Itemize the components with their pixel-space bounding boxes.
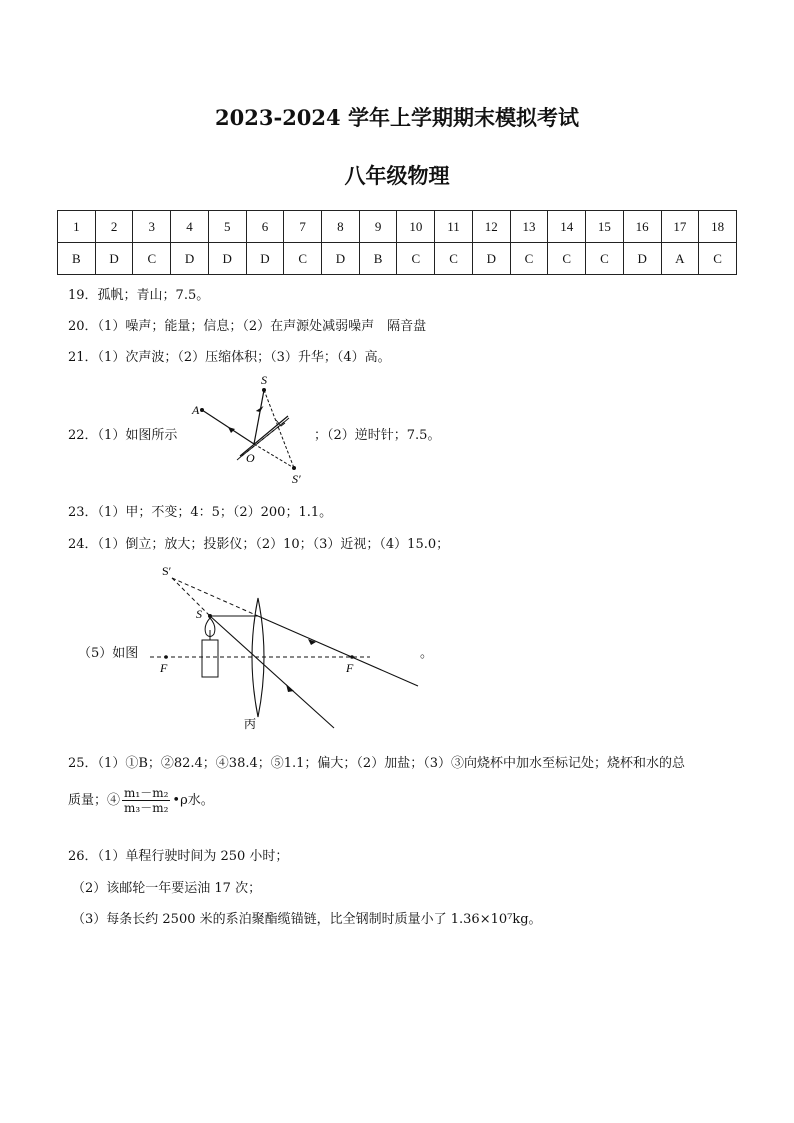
question-number-cell: 6 bbox=[246, 211, 284, 243]
question-number-cell: 10 bbox=[397, 211, 435, 243]
question-number-cell: 1 bbox=[58, 211, 96, 243]
question-number-cell: 14 bbox=[548, 211, 586, 243]
question-number-cell: 2 bbox=[95, 211, 133, 243]
answer-23: 23．（1）甲；不变；4：5；（2）200；1.1。 bbox=[68, 505, 333, 520]
answer-cell: D bbox=[171, 243, 209, 275]
answer-cell: C bbox=[284, 243, 322, 275]
answer-26-line1: 26．（1）单程行驶时间为 250 小时； bbox=[68, 849, 289, 864]
label-f-left: F bbox=[160, 661, 168, 675]
question-number-cell: 11 bbox=[435, 211, 473, 243]
question-number-cell: 15 bbox=[586, 211, 624, 243]
lens-diagram bbox=[150, 560, 425, 735]
answer-table bbox=[57, 210, 737, 275]
question-number-cell: 17 bbox=[661, 211, 699, 243]
answer-cell: D bbox=[472, 243, 510, 275]
answer-19: 19．孤帆；青山；7.5。 bbox=[68, 288, 210, 303]
answer-24-part5-prefix: （5）如图 bbox=[78, 646, 139, 661]
answer-cell: D bbox=[95, 243, 133, 275]
answer-25-prefix: 质量；④ bbox=[68, 793, 121, 808]
label-s: S bbox=[196, 607, 202, 621]
question-number-cell: 4 bbox=[171, 211, 209, 243]
answer-cell: C bbox=[586, 243, 624, 275]
question-number-cell: 16 bbox=[623, 211, 661, 243]
page-title: 2023-2024 学年上学期期末模拟考试 bbox=[215, 105, 579, 130]
answer-25-suffix: •ρ水。 bbox=[172, 793, 214, 808]
answer-cell: B bbox=[58, 243, 96, 275]
label-s: S bbox=[261, 373, 267, 387]
question-number-cell: 8 bbox=[322, 211, 360, 243]
label-lens: 丙 bbox=[244, 717, 257, 731]
page-subtitle: 八年级物理 bbox=[344, 163, 450, 188]
label-o: O bbox=[246, 451, 255, 465]
question-number-cell: 3 bbox=[133, 211, 171, 243]
answer-24: 24．（1）倒立；放大；投影仪；（2）10；（3）近视；（4）15.0； bbox=[68, 537, 450, 552]
answer-cell: C bbox=[397, 243, 435, 275]
label-a: A bbox=[192, 403, 200, 417]
answer-25-line1: 25．（1）①B；②82.4；④38.4；⑤1.1；偏大；（2）加盐；（3）③向烧杯中加水至标记处；烧杯和水的总 bbox=[68, 756, 685, 771]
answer-24-part5-suffix: 。 bbox=[420, 646, 434, 661]
answer-cell: C bbox=[548, 243, 586, 275]
answer-21: 21．（1）次声波；（2）压缩体积；（3）升华；（4）高。 bbox=[68, 350, 391, 365]
fraction-numerator: m₁－m₂ bbox=[124, 786, 169, 800]
answer-22-prefix: 22．（1）如图所示 bbox=[68, 428, 178, 443]
answer-cell: D bbox=[246, 243, 284, 275]
answer-cell: C bbox=[699, 243, 737, 275]
question-number-cell: 13 bbox=[510, 211, 548, 243]
answer-20: 20．（1）噪声；能量；信息；（2）在声源处减弱噪声 隔音盘 bbox=[68, 319, 427, 334]
question-number-cell: 18 bbox=[699, 211, 737, 243]
answer-cell: A bbox=[661, 243, 699, 275]
answer-cell: D bbox=[623, 243, 661, 275]
question-number-cell: 7 bbox=[284, 211, 322, 243]
answer-cell: C bbox=[133, 243, 171, 275]
question-number-cell: 9 bbox=[359, 211, 397, 243]
label-s-image: S′ bbox=[162, 564, 172, 578]
answer-cell: D bbox=[322, 243, 360, 275]
answer-table-answer-row bbox=[58, 243, 737, 275]
answer-cell: C bbox=[435, 243, 473, 275]
question-number-cell: 12 bbox=[472, 211, 510, 243]
answer-cell: D bbox=[208, 243, 246, 275]
answer-22-suffix: ；（2）逆时针；7.5。 bbox=[314, 428, 441, 443]
answer-26-line3: （3）每条长约 2500 米的系泊聚酯缆锚链，比全钢制时质量小了 1.36×10⁷kg。 bbox=[72, 912, 542, 927]
question-number-cell: 5 bbox=[208, 211, 246, 243]
reflection-diagram bbox=[188, 368, 318, 490]
answer-cell: B bbox=[359, 243, 397, 275]
answer-25-line2 bbox=[68, 786, 214, 815]
density-fraction bbox=[122, 786, 170, 815]
answer-26-line2: （2）该邮轮一年要运油 17 次； bbox=[72, 881, 262, 896]
label-s-image: S′ bbox=[292, 472, 301, 486]
answer-cell: C bbox=[510, 243, 548, 275]
answer-table-number-row bbox=[58, 211, 737, 243]
label-f-right: F bbox=[346, 661, 354, 675]
fraction-denominator: m₃－m₂ bbox=[124, 801, 169, 815]
